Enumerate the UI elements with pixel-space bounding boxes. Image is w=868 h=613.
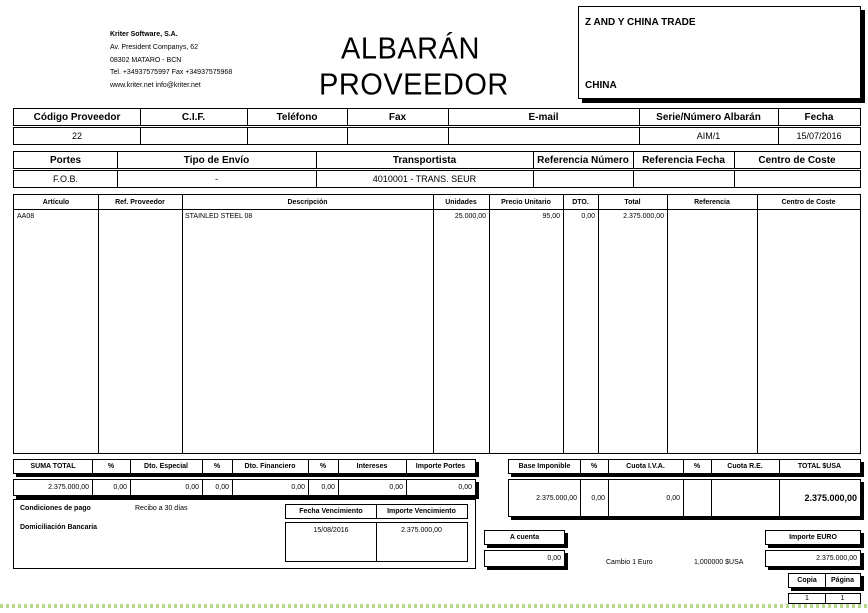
col-reference: Referencia [694, 198, 730, 206]
header-row2-labels [13, 151, 861, 169]
value-sum-total: 2.375.000,00 [48, 484, 89, 491]
value-shipping-amount: 0,00 [458, 484, 472, 491]
label-email: E-mail [528, 111, 559, 123]
supplier-box [578, 6, 861, 99]
value-cif [140, 128, 247, 144]
label-reference-number: Referencia Número [537, 154, 629, 166]
header-row2-values [13, 170, 861, 188]
value-vat-pct: 0,00 [591, 494, 605, 502]
row-discount: 0,00 [581, 212, 595, 220]
label-copy: Copia [797, 577, 817, 584]
totals-right-values [508, 479, 861, 517]
value-fax [347, 128, 448, 144]
label-re-pct: % [693, 463, 701, 470]
company-city: 08302 MATARO - BCN [110, 56, 182, 64]
value-re-amount [711, 480, 779, 516]
value-shipping-type: - [215, 174, 218, 184]
label-vat-pct: % [590, 463, 598, 470]
value-special-discount: 0,00 [185, 484, 199, 491]
row-description: STAINLED STEEL 08 [185, 212, 253, 220]
company-address: Av. President Companys, 62 [110, 43, 199, 51]
copy-page-values [788, 593, 861, 604]
label-pct-3: % [319, 463, 327, 470]
label-fax: Fax [388, 111, 407, 123]
label-financial-discount: Dto. Financiero [244, 463, 296, 470]
supplier-name: Z AND Y CHINA TRADE [585, 17, 696, 28]
label-delivery-number: Serie/Número Albarán [656, 111, 761, 123]
col-units: Unidades [445, 198, 477, 206]
label-sum-total: SUMA TOTAL [30, 463, 76, 470]
label-carrier: Transportista [392, 154, 457, 166]
value-tax-base: 2.375.000,00 [536, 494, 577, 502]
payment-box [13, 499, 476, 569]
company-web-email: www.kriter.net info@kriter.net [110, 82, 201, 90]
row-article: AA08 [17, 212, 35, 220]
label-date: Fecha [804, 111, 834, 123]
value-due-amount: 2.375.000,00 [401, 526, 442, 534]
bank-label: Domiciliación Bancaria [20, 524, 98, 531]
value-email [448, 128, 639, 144]
label-due-amount: Importe Vencimiento [387, 508, 456, 515]
value-reference-number [533, 171, 633, 187]
totals-left-values [13, 479, 476, 496]
label-total-usd: TOTAL $USA [797, 463, 842, 470]
on-account-label-box [484, 530, 565, 545]
document-title-line1: ALBARÁN [341, 32, 480, 66]
label-vat-amount: Cuota I.V.A. [626, 463, 665, 470]
payment-conditions-label: Condiciones de pago [20, 505, 91, 512]
label-supplier-code: Código Proveedor [33, 111, 121, 123]
value-vat-amount: 0,00 [666, 494, 680, 502]
label-euro-amount: Importe EURO [789, 534, 837, 541]
col-discount: DTO. [572, 198, 589, 206]
company-info [110, 29, 232, 93]
totals-left-labels [13, 459, 476, 474]
label-cost-center: Centro de Coste [758, 154, 836, 166]
lines-table [13, 194, 861, 454]
label-due-date: Fecha Vencimiento [299, 508, 363, 515]
value-re-pct [683, 480, 711, 516]
row-supplier-ref [98, 211, 182, 221]
value-interest: 0,00 [389, 484, 403, 491]
euro-value-box [765, 550, 861, 567]
label-special-discount: Dto. Especial [144, 463, 188, 470]
value-financial-discount: 0,00 [291, 484, 305, 491]
value-phone [247, 128, 347, 144]
euro-label-box [765, 530, 861, 545]
value-page: 1 [840, 595, 845, 602]
label-cif: C.I.F. [181, 111, 206, 123]
value-copy: 1 [805, 595, 809, 602]
label-reference-date: Referencia Fecha [642, 154, 725, 166]
page-edge-dotted-line [0, 604, 868, 608]
exchange-label: Cambio 1 Euro [606, 559, 653, 566]
value-euro-amount: 2.375.000,00 [816, 555, 857, 562]
value-cost-center [734, 171, 860, 187]
payment-conditions-value: Recibo a 30 días [135, 505, 188, 512]
col-unit-price: Precio Unitario [501, 198, 551, 206]
label-shipping-type: Tipo de Envío [183, 154, 250, 166]
document-title-line2: PROVEEDOR [319, 68, 509, 102]
on-account-value-box [484, 550, 565, 567]
exchange-value: 1,000000 $USA [694, 559, 744, 566]
value-carrier: 4010001 - TRANS. SEUR [372, 174, 477, 184]
row-units: 25.000,00 [454, 212, 486, 220]
label-tax-base: Base Imponible [518, 463, 571, 470]
value-supplier-code: 22 [71, 131, 82, 141]
row-unit-price: 95,00 [542, 212, 560, 220]
label-on-account: A cuenta [509, 534, 540, 541]
value-pct-2: 0,00 [215, 484, 229, 491]
value-delivery-number: AIM/1 [696, 131, 721, 141]
value-reference-date [633, 171, 734, 187]
col-description: Descripción [287, 198, 328, 206]
col-cost-center: Centro de Coste [781, 198, 836, 206]
label-re-amount: Cuota R.E. [727, 463, 763, 470]
due-labels [285, 504, 468, 519]
value-pct-3: 0,00 [321, 484, 335, 491]
totals-right-labels [508, 459, 861, 474]
label-page: Página [831, 577, 854, 584]
label-shipping-amount: Importe Portes [415, 463, 466, 470]
label-portes: Portes [49, 154, 82, 166]
col-total: Total [624, 198, 641, 206]
label-pct-1: % [107, 463, 115, 470]
value-portes: F.O.B. [52, 174, 78, 184]
value-pct-1: 0,00 [113, 484, 127, 491]
due-values [285, 522, 468, 562]
label-phone: Teléfono [276, 111, 318, 123]
value-on-account: 0,00 [547, 555, 561, 562]
col-article: Artículo [42, 198, 70, 206]
row-cost-center [757, 211, 860, 221]
row-total: 2.375.000,00 [623, 212, 664, 220]
header-row1-labels [13, 108, 861, 126]
row-reference [667, 211, 757, 221]
copy-page-labels [788, 573, 861, 588]
company-phone-fax: Tel. +34937575997 Fax +34937575968 [110, 69, 233, 77]
supplier-country: CHINA [585, 80, 617, 91]
value-date: 15/07/2016 [796, 131, 842, 141]
label-pct-2: % [213, 463, 221, 470]
value-due-date: 15/08/2016 [313, 526, 349, 534]
header-row1-values [13, 127, 861, 145]
label-interest: Intereses [356, 463, 388, 470]
value-total-usd: 2.375.000,00 [804, 493, 857, 503]
company-name: Kriter Software, S.A. [110, 31, 178, 38]
col-supplier-ref: Ref. Proveedor [115, 198, 165, 206]
